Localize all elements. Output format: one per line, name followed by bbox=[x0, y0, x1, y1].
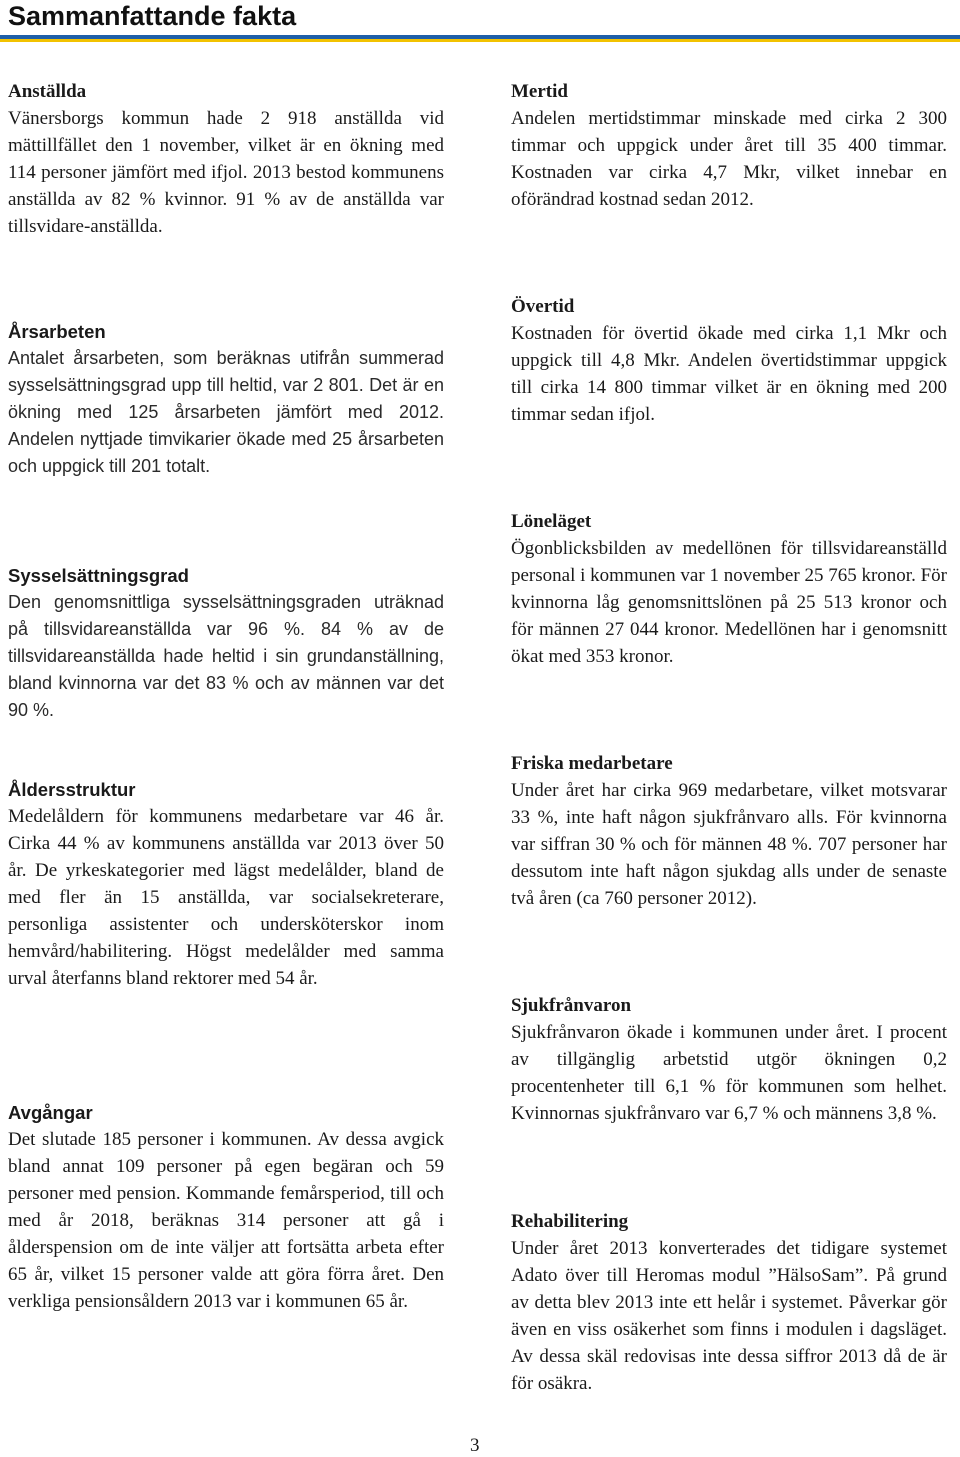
section-heading: Anställda bbox=[8, 81, 87, 102]
section-sjukfranvaro bbox=[511, 992, 947, 1127]
section-heading: Löneläget bbox=[511, 511, 592, 532]
section-text: Det slutade 185 personer i kommunen. Av dessa avgick bland annat 109 personer på egen begäran och 59 personer med pension. Kommande femårsperiod, till och med år 2018, beräknas 314 personer att gå i ålderspension om de inte väljer att fortsätta arbeta efter 65 år, vilket 15 personer valde att göra förra året. Den verkliga pensionsåldern 2013 var i kommunen 65 år. bbox=[8, 1129, 444, 1312]
section-loneläget bbox=[511, 508, 947, 670]
section-text: Under året har cirka 969 medarbetare, vilket motsvarar 33 %, inte haft någon sjukfrånvaro alls. För kvinnorna var siffran 30 % och för männen 48 %. 707 personer har dessutom inte haft någon sjukdag alls under de senaste två åren (ca 760 personer 2012). bbox=[511, 780, 947, 909]
page-number: 3 bbox=[470, 1435, 480, 1456]
section-text: Under året 2013 konverterades det tidigare systemet Adato över till Heromas modul ”HälsoSam”. På grund av detta blev 2013 inte ett helår i systemet. Påverkar gör även en viss osäkerhet som finns i modulen i dagsläget. Av dessa skäl redovisas inte dessa siffror 2013 då de är för osäkra. bbox=[511, 1238, 947, 1394]
section-anstallda bbox=[8, 78, 444, 240]
section-text: Kostnaden för övertid ökade med cirka 1,1 Mkr och uppgick till 4,8 Mkr. Andelen övertidstimmar uppgick till cirka 14 800 timmar vilket är en ökning med 200 timmar sedan ifjol. bbox=[511, 323, 947, 425]
section-heading: Sysselsättningsgrad bbox=[8, 565, 189, 586]
section-text: Medelåldern för kommunens medarbetare var 46 år. Cirka 44 % av kommunens anställda var 2013 över 50 år. De yrkeskategorier med lägst medelålder, bland de med fler än 15 anställda, var socialsekreterare, personliga assistenter och undersköterskor inom hemvård/habilitering. Högst medelålder med samma urval återfanns bland rektorer med 54 år. bbox=[8, 806, 444, 989]
section-text: Andelen mertidstimmar minskade med cirka 2 300 timmar och uppgick under året till 35 400 timmar. Kostnaden var cirka 4,7 Mkr, vilket innebar en oförändrad kostnad sedan 2012. bbox=[511, 108, 947, 210]
section-heading: Friska medarbetare bbox=[511, 753, 673, 774]
section-avgangar bbox=[8, 1099, 444, 1315]
page-title: Sammanfattande fakta bbox=[8, 1, 297, 31]
section-heading: Årsarbeten bbox=[8, 321, 106, 342]
section-heading: Övertid bbox=[511, 296, 575, 317]
section-heading: Sjukfrånvaron bbox=[511, 995, 632, 1016]
section-text: Vänersborgs kommun hade 2 918 anställda vid mättillfället den 1 november, vilket är en ökning med 114 personer jämfört med ifjol. 2013 bestod kommunens anställda av 82 % kvinnor. 91 % av de anställda var tillsvidare-anställda. bbox=[8, 108, 444, 237]
section-text: Ögonblicksbilden av medellönen för tillsvidareanställd personal i kommunen var 1 november 25 765 kronor. För kvinnorna låg genomsnittslönen på 25 513 kronor och för männen 27 044 kronor. Medellönen har i genomsnitt ökat med 353 kronor. bbox=[511, 538, 947, 667]
section-heading: Mertid bbox=[511, 81, 568, 102]
section-friska-medarbetare bbox=[511, 750, 947, 912]
section-text: Sjukfrånvaron ökade i kommunen under året. I procent av tillgänglig arbetstid utgör ökningen 0,2 procentenheter till 6,1 % för kommunen som helhet. Kvinnornas sjukfrånvaro var 6,7 % och männens 3,8 %. bbox=[511, 1022, 947, 1124]
section-heading: Åldersstruktur bbox=[8, 779, 136, 800]
section-heading: Rehabilitering bbox=[511, 1211, 629, 1232]
section-arsarbeten bbox=[8, 318, 444, 480]
section-mertid bbox=[511, 78, 947, 213]
section-rehabilitering bbox=[511, 1208, 947, 1397]
section-text: Antalet årsarbeten, som beräknas utifrån summerad sysselsättningsgrad upp till heltid, var 2 801. Det är en ökning med 125 årsarbeten jämfört med 2012. Andelen nyttjade timvikarier ökade med 25 årsarbeten och uppgick till 201 totalt. bbox=[8, 348, 444, 476]
header-rule-yellow bbox=[0, 39, 960, 42]
section-text: Den genomsnittliga sysselsättningsgraden uträknad på tillsvidareanställda var 96 %. 84 % av de tillsvidareanställda hade heltid i sin grundanställning, bland kvinnorna var det 83 % och av männen var det 90 %. bbox=[8, 592, 444, 720]
section-overtid bbox=[511, 293, 947, 428]
page-header bbox=[0, 0, 960, 36]
section-heading: Avgångar bbox=[8, 1102, 93, 1123]
section-aldersstruktur bbox=[8, 776, 444, 992]
section-sysselsattningsgrad bbox=[8, 562, 444, 724]
